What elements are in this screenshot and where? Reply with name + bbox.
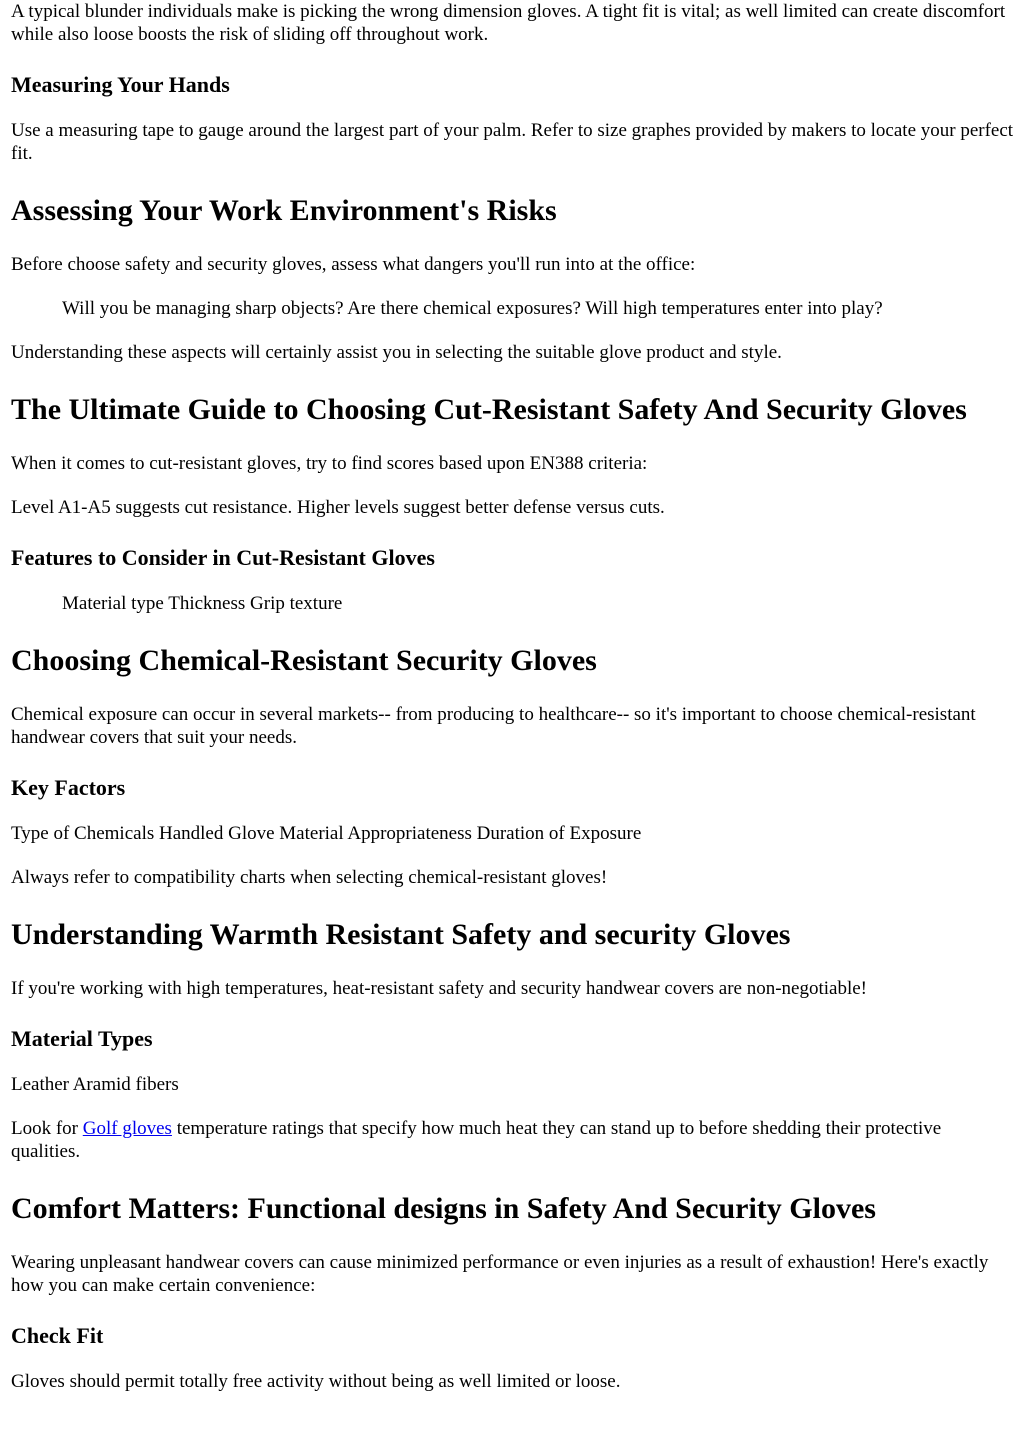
material-types-list: Leather Aramid fibers [11, 1074, 179, 1095]
temperature-ratings-suffix: temperature ratings that specify how much heat they can stand up to before shedding their protective qualities. [11, 1118, 942, 1162]
chemical-paragraph: Chemical exposure can occur in several markets-- from producing to healthcare-- so it's important to choose chemical-resistant handwear covers that suit your needs. [11, 704, 976, 748]
measuring-paragraph: Use a measuring tape to gauge around the largest part of your palm. Refer to size graphes provided by makers to locate your perfect fit. [11, 120, 1014, 164]
heading-chemical-resistant: Choosing Chemical-Resistant Security Gloves [11, 644, 597, 677]
comfort-paragraph: Wearing unpleasant handwear covers can cause minimized performance or even injuries as a result of exhaustion! Here's exactly how you can make certain convenience: [11, 1252, 989, 1296]
heading-material-types: Material Types [11, 1026, 153, 1051]
key-factors-list: Type of Chemicals Handled Glove Material Appropriateness Duration of Exposure [11, 823, 642, 844]
cut-intro-paragraph: When it comes to cut-resistant gloves, try to find scores based upon EN388 criteria: [11, 453, 648, 474]
golf-gloves-link[interactable]: Golf gloves [82, 1118, 172, 1139]
heading-cut-features: Features to Consider in Cut-Resistant Gloves [11, 545, 435, 570]
assessing-paragraph: Before choose safety and security gloves, assess what dangers you'll run into at the office: [11, 254, 696, 275]
chemical-note-paragraph: Always refer to compatibility charts when selecting chemical-resistant gloves! [11, 867, 608, 888]
heading-measuring-hands: Measuring Your Hands [11, 72, 230, 97]
temperature-ratings-paragraph [11, 1117, 1014, 1163]
intro-paragraph: A typical blunder individuals make is picking the wrong dimension gloves. A tight fit is vital; as well limited can create discomfort while also loose boosts the risk of sliding off throughout work. [11, 1, 1006, 45]
heading-cut-resistant-guide: The Ultimate Guide to Choosing Cut-Resistant Safety And Security Gloves [11, 393, 967, 426]
cut-levels-paragraph: Level A1-A5 suggests cut resistance. Higher levels suggest better defense versus cuts. [11, 497, 665, 518]
assessing-conclusion-paragraph: Understanding these aspects will certainly assist you in selecting the suitable glove product and style. [11, 342, 782, 363]
check-fit-paragraph: Gloves should permit totally free activity without being as well limited or loose. [11, 1371, 621, 1392]
risk-questions-blockquote: Will you be managing sharp objects? Are there chemical exposures? Will high temperatures enter into play? [62, 298, 883, 319]
heat-paragraph: If you're working with high temperatures, heat-resistant safety and security handwear covers are non-negotiable! [11, 978, 867, 999]
heading-heat-resistant: Understanding Warmth Resistant Safety and security Gloves [11, 918, 791, 951]
cut-features-list: Material type Thickness Grip texture [62, 593, 343, 614]
heading-key-factors: Key Factors [11, 775, 126, 800]
temperature-ratings-prefix: Look for [11, 1118, 83, 1139]
heading-comfort-matters: Comfort Matters: Functional designs in Safety And Security Gloves [11, 1192, 876, 1225]
heading-check-fit: Check Fit [11, 1323, 104, 1348]
heading-assessing-risks: Assessing Your Work Environment's Risks [11, 194, 557, 227]
